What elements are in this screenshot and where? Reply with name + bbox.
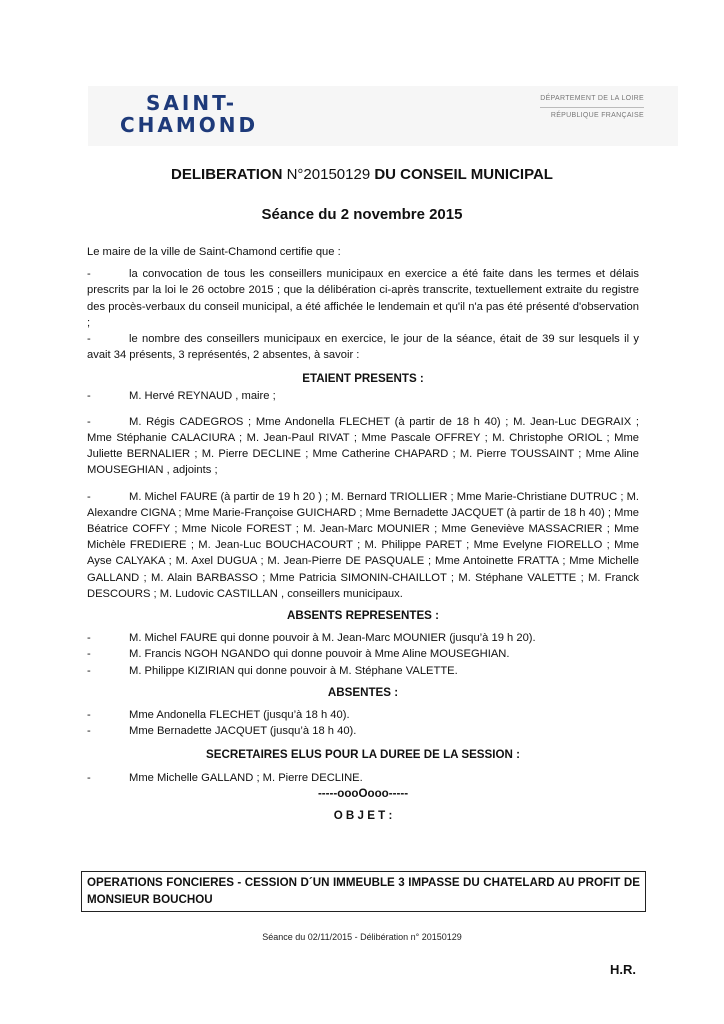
present-conseillers: - M. Michel FAURE (à partir de 19 h 20 ) ; M. Bernard TRIOLLIER ; Mme Marie-Christiane DUTRUC ; M. Alexandre CIGNA ; Mme Marie-Françoise GUICHARD ; Mme Bernadette JACQUET (à partir de 18 h 40) ; Mme Béatrice COFFY ; Mme Nicole FOREST ; M. Jean-Marc MOUNIER ; Mme Geneviève MASSACRIER ; Mme Michèle FREDIERE ; M. Jean-Luc BOUCHACOURT ; M. Philippe PARET ; Mme Evelyne FIORELLO ; Mme Ayse CALYAKA ; M. Axel DUGUA ; M. Jean-Pierre DE PASQUALE ; Mme Antoinette FRATTA ; Mme Michelle GALLAND ; M. Alain BARBASSO ; Mme Patricia SIMONIN-CHAILLOT ; M. Stéphane VALETTE ; M. Franck DESCOURS ; M. Ludovic CASTILLAN , conseillers municipaux.	[87, 490, 639, 600]
section-separator: -----oooOooo-----	[317, 786, 409, 800]
title-suffix: DU CONSEIL MUNICIPAL	[374, 166, 553, 183]
secretaires-heading: SECRETAIRES ELUS POUR LA DUREE DE LA SESSION :	[206, 748, 520, 762]
intro-text: Le maire de la ville de Saint-Chamond certifie que :	[87, 246, 341, 258]
logo-line-1: SAINT-	[146, 91, 238, 115]
republic-name: RÉPUBLIQUE FRANÇAISE	[550, 112, 644, 119]
present-adjoints: - M. Régis CADEGROS ; Mme Andonella FLECHET (à partir de 18 h 40) ; M. Jean-Luc DEGRAIX ; Mme Stéphanie CALACIURA ; M. Jean-Paul RIVAT ; Mme Pascale OFFREY ; M. Christophe ORIOL ; Mme Juliette BERNALIER ; M. Pierre DECLINE ; Mme Catherine CHAPARD ; M. Pierre TOUSSAINT ; Mme Aline MOUSEGHIAN , adjoints ;	[87, 415, 639, 477]
objet-heading: O B J E T :	[333, 809, 393, 823]
signature-initials: H.R.	[610, 962, 636, 977]
present-maire: - M. Hervé REYNAUD , maire ;	[87, 389, 276, 402]
absentes-item: - Mme Bernadette JACQUET (jusqu’à 18 h 40).	[87, 725, 357, 738]
deliberation-number: N°20150129	[286, 166, 371, 183]
certification-2: - le nombre des conseillers municipaux en exercice, le jour de la séance, était de 39 sur lesquels il y avait 34 présents, 3 représentés, 2 absentes, à savoir :	[87, 333, 639, 362]
department-name: DÉPARTEMENT DE LA LOIRE	[540, 95, 644, 102]
deliberation-title	[0, 166, 724, 183]
document-body	[87, 244, 639, 824]
representes-item: - M. Michel FAURE qui donne pouvoir à M. Jean-Marc MOUNIER (jusqu’à 19 h 20).	[87, 632, 536, 645]
objet-box: OPERATIONS FONCIERES - CESSION D´UN IMMEUBLE 3 IMPASSE DU CHATELARD AU PROFIT DE MONSIEUR BOUCHOU	[81, 871, 646, 912]
certification-1: - la convocation de tous les conseillers municipaux en exercice a été faite dans les termes et délais prescrits par la loi le 26 octobre 2015 ; que la délibération ci-après transcrite, textuellement extraite du registre des procès-verbaux du conseil municipal, a été affichée le lendemain et qu'il n'a pas été présenté d'observation ;	[87, 268, 639, 329]
department-divider	[540, 107, 644, 108]
representes-heading: ABSENTS REPRESENTES :	[286, 609, 440, 623]
presents-heading: ETAIENT PRESENTS :	[302, 372, 424, 386]
page-footer: Séance du 02/11/2015 - Délibération n° 20150129	[262, 932, 462, 942]
secretaires-item: - Mme Michelle GALLAND ; M. Pierre DECLINE.	[87, 771, 363, 784]
city-logo	[120, 91, 259, 142]
absentes-item: - Mme Andonella FLECHET (jusqu’à 18 h 40).	[87, 709, 350, 722]
title-prefix: DELIBERATION	[171, 166, 283, 183]
absentes-heading: ABSENTES :	[327, 685, 399, 699]
logo-line-2: CHAMOND	[120, 113, 259, 137]
representes-item: - M. Francis NGOH NGANDO qui donne pouvoir à Mme Aline MOUSEGHIAN.	[87, 648, 510, 661]
representes-item: - M. Philippe KIZIRIAN qui donne pouvoir à M. Stéphane VALETTE.	[87, 664, 458, 677]
department-block	[540, 92, 644, 123]
seance-date: Séance du 2 novembre 2015	[261, 206, 463, 223]
